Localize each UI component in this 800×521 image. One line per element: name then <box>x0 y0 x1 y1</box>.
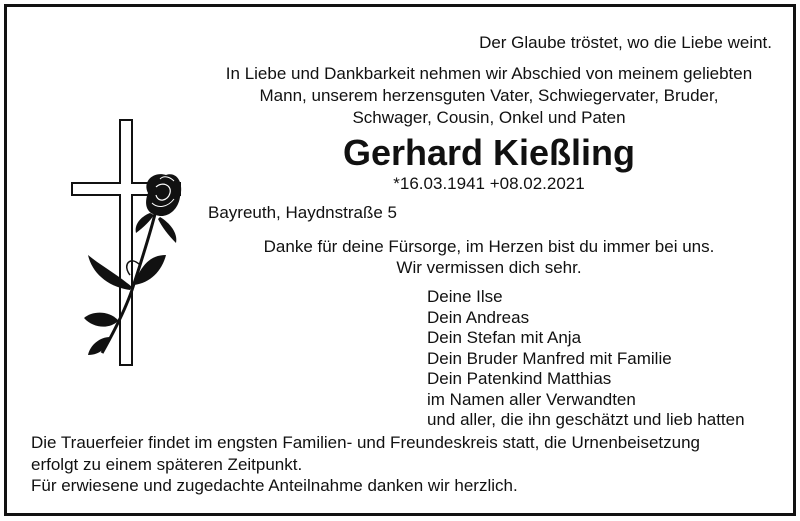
signer-line: im Namen aller Verwandten <box>427 389 636 409</box>
signer-line: Dein Stefan mit Anja <box>427 328 582 347</box>
signers-list <box>427 287 745 431</box>
cross-with-rose-icon <box>70 115 220 375</box>
life-dates: *16.03.1941 +08.02.2021 <box>393 174 585 193</box>
intro-line: In Liebe und Dankbarkeit nehmen wir Abschied von meinem geliebten <box>225 64 753 83</box>
address: Bayreuth, Haydnstraße 5 <box>208 203 397 222</box>
intro-line: Schwager, Cousin, Onkel und Paten <box>352 108 626 127</box>
intro-text <box>200 63 778 129</box>
thanks-line: Wir vermissen dich sehr. <box>396 258 582 277</box>
signer-line: Dein Bruder Manfred mit Familie <box>427 348 672 368</box>
intro-line: Mann, unserem herzensguten Vater, Schwiegervater, Bruder, <box>259 86 719 105</box>
signer-line: Dein Patenkind Matthias <box>427 369 612 388</box>
signer-line: Dein Andreas <box>427 307 530 327</box>
deceased-name: Gerhard Kießling <box>342 132 636 173</box>
footer-line: Für erwiesene und zugedachte Anteilnahme danken wir herzlich. <box>31 476 518 495</box>
thanks-line: Danke für deine Fürsorge, im Herzen bist du immer bei uns. <box>263 237 715 256</box>
motto-quote: Der Glaube tröstet, wo die Liebe weint. <box>479 33 772 52</box>
cross-outline <box>72 120 180 365</box>
footer-line: erfolgt zu einem späteren Zeitpunkt. <box>31 454 303 474</box>
rose-leaf <box>84 313 118 327</box>
signer-line: Deine Ilse <box>427 287 503 306</box>
rose-bloom <box>146 174 181 216</box>
footer-text <box>31 432 700 497</box>
signer-line: und aller, die ihn geschätzt und lieb hatten <box>427 410 745 429</box>
thanks-text <box>200 236 778 278</box>
footer-line: Die Trauerfeier findet im engsten Familien- und Freundeskreis statt, die Urnenbeisetzung <box>31 433 701 452</box>
